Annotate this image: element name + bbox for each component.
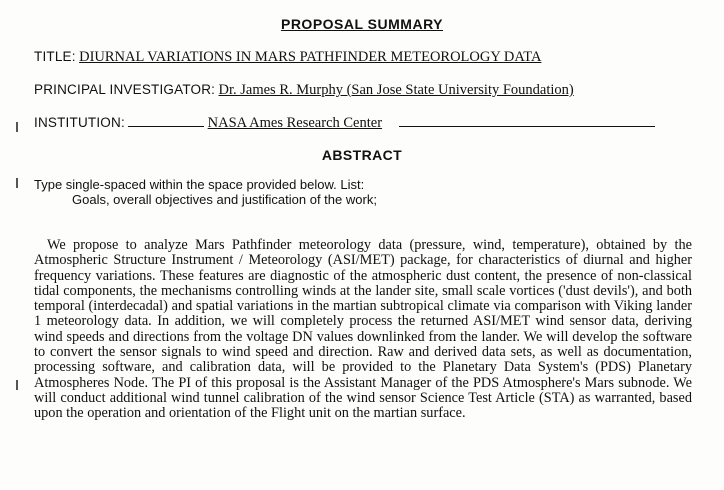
instruction-line-1: Type single-spaced within the space provided below. List:	[34, 177, 365, 192]
abstract-instructions	[34, 177, 377, 207]
proposal-summary-heading: PROPOSAL SUMMARY	[280, 16, 443, 32]
institution-row	[34, 114, 655, 132]
abstract-heading: ABSTRACT	[321, 147, 403, 163]
margin-tick-mark	[16, 122, 18, 132]
institution-blank-left	[128, 114, 204, 127]
principal-investigator-value: Dr. James R. Murphy (San Jose State University Foundation)	[218, 82, 574, 98]
instruction-line-2: Goals, overall objectives and justification of the work;	[72, 192, 377, 207]
title-row	[34, 49, 541, 66]
institution-blank-right	[399, 114, 655, 127]
title-label: TITLE:	[34, 49, 76, 64]
abstract-body: We propose to analyze Mars Pathfinder meteorology data (pressure, wind, temperature), obtained by the Atmospheric Structure Instrument / Meteorology (ASI/MET) package, for characteristics of diurnal and higher frequency variations. These features are diagnostic of the atmospheric dust content, the presence of non-classical tidal components, the mechanisms controlling winds at the lander site, small scale vortices ('dust devils'), and both temporal (interdecadal) and spatial variations in the martian subtropical climate via comparison with Viking lander 1 meteorology data. In addition, we will completely process the returned ASI/MET wind sensor data, deriving wind speeds and directions from the voltage DN values downlinked from the lander. We will develop the software to convert the sensor signals to wind speed and direction. Raw and derived data sets, as well as documentation, processing software, and calibration data, will be provided to the Planetary Data System's (PDS) Planetary Atmospheres Node. The PI of this proposal is the Assistant Manager of the PDS Atmosphere's Mars subnode. We will conduct additional wind tunnel calibration of the wind sensor Science Test Article (STA) as warranted, based upon the operation and orientation of the Flight unit on the martian surface.	[34, 237, 692, 422]
principal-investigator-label: PRINCIPAL INVESTIGATOR:	[34, 82, 216, 97]
institution-value: NASA Ames Research Center	[207, 115, 383, 131]
margin-tick-mark	[16, 380, 18, 390]
principal-investigator-row	[34, 82, 574, 99]
title-value: DIURNAL VARIATIONS IN MARS PATHFINDER METEOROLOGY DATA	[79, 49, 542, 65]
margin-tick-mark	[16, 178, 18, 188]
institution-label: INSTITUTION:	[34, 115, 125, 130]
